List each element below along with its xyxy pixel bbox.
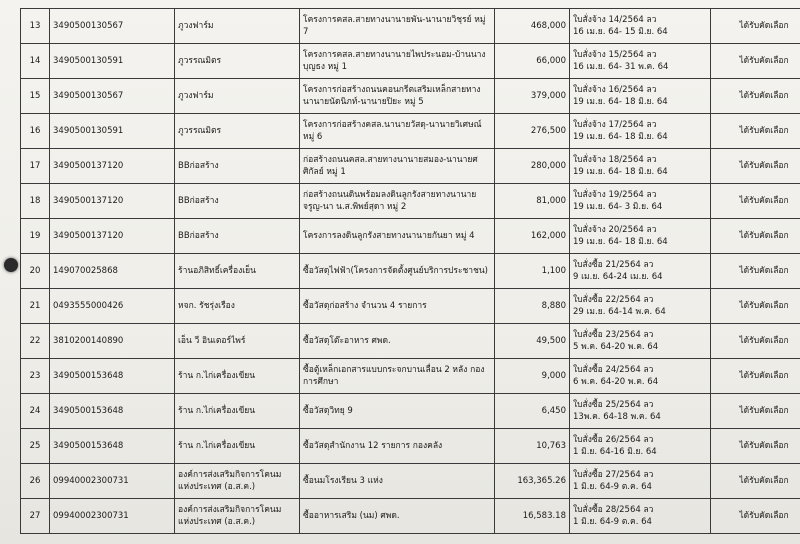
tax-id-cell: 3490500130591 [50, 114, 175, 149]
tax-id-cell: 09940002300731 [50, 464, 175, 499]
selection-result-cell: ได้รับคัดเลือก [711, 219, 800, 254]
table-row [21, 464, 800, 499]
order-period: 5 พ.ค. 64-20 พ.ค. 64 [573, 342, 659, 352]
table-row [21, 289, 800, 324]
order-reference-cell [570, 254, 711, 289]
order-period: 19 เม.ย. 64- 18 มิ.ย. 64 [573, 237, 668, 247]
table-row [21, 44, 800, 79]
selection-result-cell: ได้รับคัดเลือก [711, 184, 800, 219]
project-description-cell: โครงการคสล.สายทางนานายพัน-นานายวิชุรย์ หมู่ 7 [300, 9, 495, 44]
order-period: 1 มิ.ย. 64-16 มิ.ย. 64 [573, 447, 657, 457]
table-row [21, 219, 800, 254]
order-reference-cell [570, 464, 711, 499]
order-number: ใบสั่งซื้อ 22/2564 ลว [573, 295, 654, 305]
order-reference-cell [570, 394, 711, 429]
row-number-cell: 20 [21, 254, 50, 289]
vendor-name-cell: BBก่อสร้าง [175, 149, 300, 184]
project-description-cell: โครงการลงดินลูกรังสายทางนานายกันยา หมู่ 4 [300, 219, 495, 254]
project-description-cell: ซื้อวัสดุไฟฟ้า(โครงการจัดตั้งศูนย์บริการประชาชน) [300, 254, 495, 289]
vendor-name-cell: ร้านอภิสิทธิ์เครื่องเย็น [175, 254, 300, 289]
contract-amount-cell: 468,000 [495, 9, 570, 44]
selection-result-cell: ได้รับคัดเลือก [711, 79, 800, 114]
vendor-name-cell: BBก่อสร้าง [175, 184, 300, 219]
contract-amount-cell: 8,880 [495, 289, 570, 324]
row-number-cell: 18 [21, 184, 50, 219]
order-period: 19 เม.ย. 64- 18 มิ.ย. 64 [573, 97, 668, 107]
row-number-cell: 13 [21, 9, 50, 44]
selection-result-cell: ได้รับคัดเลือก [711, 394, 800, 429]
project-description-cell: ซื้อตู้เหล็กเอกสารแบบกระจกบานเลื่อน 2 หลัง กองการศึกษา [300, 359, 495, 394]
row-number-cell: 27 [21, 499, 50, 534]
contract-amount-cell: 10,763 [495, 429, 570, 464]
vendor-name-cell: ร้าน ก.ไก่เครื่องเขียน [175, 394, 300, 429]
project-description-cell: ซื้อนมโรงเรียน 3 แห่ง [300, 464, 495, 499]
tax-id-cell: 3490500137120 [50, 184, 175, 219]
vendor-name-cell: หจก. รัชรุ่งเรือง [175, 289, 300, 324]
row-number-cell: 17 [21, 149, 50, 184]
row-number-cell: 22 [21, 324, 50, 359]
selection-result-cell: ได้รับคัดเลือก [711, 149, 800, 184]
order-reference-cell [570, 184, 711, 219]
vendor-name-cell: เอ็น วี อินเตอร์ไพร์ [175, 324, 300, 359]
order-period: 29 เม.ย. 64-14 พ.ค. 64 [573, 307, 666, 317]
order-period: 19 เม.ย. 64- 3 มิ.ย. 64 [573, 202, 663, 212]
tax-id-cell: 3490500130567 [50, 9, 175, 44]
order-number: ใบสั่งซื้อ 24/2564 ลว [573, 365, 654, 375]
project-description-cell: ซื้อวัสดุก่อสร้าง จำนวน 4 รายการ [300, 289, 495, 324]
selection-result-cell: ได้รับคัดเลือก [711, 44, 800, 79]
selection-result-cell: ได้รับคัดเลือก [711, 254, 800, 289]
table-row [21, 114, 800, 149]
contract-amount-cell: 81,000 [495, 184, 570, 219]
contract-amount-cell: 162,000 [495, 219, 570, 254]
order-reference-cell [570, 79, 711, 114]
order-number: ใบสั่งจ้าง 17/2564 ลว [573, 120, 657, 130]
project-description-cell: โครงการคสล.สายทางนานายไพประนอม-บ้านนางบุญธง หมู่ 1 [300, 44, 495, 79]
row-number-cell: 24 [21, 394, 50, 429]
order-reference-cell [570, 324, 711, 359]
selection-result-cell: ได้รับคัดเลือก [711, 359, 800, 394]
tax-id-cell: 149070025868 [50, 254, 175, 289]
table-row [21, 254, 800, 289]
project-description-cell: โครงการก่อสร้างคสล.นานายวัสดุ-นานายวิเศษณ์ หมู่ 6 [300, 114, 495, 149]
order-period: 19 เม.ย. 64- 18 มิ.ย. 64 [573, 132, 668, 142]
selection-result-cell: ได้รับคัดเลือก [711, 9, 800, 44]
vendor-name-cell: องค์การส่งเสริมกิจการโคนมแห่งประเทศ (อ.ส.ค.) [175, 464, 300, 499]
selection-result-cell: ได้รับคัดเลือก [711, 429, 800, 464]
tax-id-cell: 3490500153648 [50, 359, 175, 394]
tax-id-cell: 3490500153648 [50, 394, 175, 429]
tax-id-cell: 3490500130591 [50, 44, 175, 79]
vendor-name-cell: ร้าน ก.ไก่เครื่องเขียน [175, 359, 300, 394]
order-number: ใบสั่งจ้าง 14/2564 ลว [573, 15, 657, 25]
order-number: ใบสั่งจ้าง 18/2564 ลว [573, 155, 657, 165]
vendor-name-cell: ร้าน ก.ไก่เครื่องเขียน [175, 429, 300, 464]
order-reference-cell [570, 359, 711, 394]
selection-result-cell: ได้รับคัดเลือก [711, 324, 800, 359]
order-reference-cell [570, 149, 711, 184]
table-row [21, 149, 800, 184]
table-row [21, 429, 800, 464]
contract-amount-cell: 6,450 [495, 394, 570, 429]
order-reference-cell [570, 289, 711, 324]
project-description-cell: ซื้อวัสดุโต๊ะอาหาร ศพด. [300, 324, 495, 359]
tax-id-cell: 0493555000426 [50, 289, 175, 324]
row-number-cell: 16 [21, 114, 50, 149]
order-number: ใบสั่งซื้อ 26/2564 ลว [573, 435, 654, 445]
order-number: ใบสั่งจ้าง 20/2564 ลว [573, 225, 657, 235]
order-number: ใบสั่งซื้อ 23/2564 ลว [573, 330, 654, 340]
procurement-table [20, 8, 800, 534]
tax-id-cell: 09940002300731 [50, 499, 175, 534]
contract-amount-cell: 16,583.18 [495, 499, 570, 534]
order-number: ใบสั่งจ้าง 16/2564 ลว [573, 85, 657, 95]
row-number-cell: 26 [21, 464, 50, 499]
table-row [21, 79, 800, 114]
contract-amount-cell: 1,100 [495, 254, 570, 289]
order-period: 16 เม.ย. 64- 31 พ.ค. 64 [573, 62, 669, 72]
selection-result-cell: ได้รับคัดเลือก [711, 499, 800, 534]
tax-id-cell: 3810200140890 [50, 324, 175, 359]
selection-result-cell: ได้รับคัดเลือก [711, 289, 800, 324]
table-row [21, 359, 800, 394]
table-row [21, 499, 800, 534]
order-number: ใบสั่งซื้อ 21/2564 ลว [573, 260, 654, 270]
vendor-name-cell: BBก่อสร้าง [175, 219, 300, 254]
table-row [21, 324, 800, 359]
order-period: 1 มิ.ย. 64-9 ต.ค. 64 [573, 482, 652, 492]
order-number: ใบสั่งซื้อ 25/2564 ลว [573, 400, 654, 410]
tax-id-cell: 3490500153648 [50, 429, 175, 464]
tax-id-cell: 3490500130567 [50, 79, 175, 114]
project-description-cell: ก่อสร้างถนนดินพร้อมลงดินลูกรังสายทางนานายจรูญ-นา น.ส.พิพย์สุดา หมู่ 2 [300, 184, 495, 219]
project-description-cell: ก่อสร้างถนนคสล.สายทางนานายสมอง-นานายศศิกัลย์ หมู่ 1 [300, 149, 495, 184]
project-description-cell: ซื้ออาหารเสริม (นม) ศพด. [300, 499, 495, 534]
row-number-cell: 19 [21, 219, 50, 254]
table-row [21, 394, 800, 429]
order-period: 13พ.ค. 64-18 พ.ค. 64 [573, 412, 661, 422]
row-number-cell: 15 [21, 79, 50, 114]
vendor-name-cell: ภูวรรณมิตร [175, 44, 300, 79]
project-description-cell: โครงการก่อสร้างถนนคอนกรีตเสริมเหล็กสายทางนานายนัดนิภท์-นานายปิยะ หมู่ 5 [300, 79, 495, 114]
order-reference-cell [570, 44, 711, 79]
tax-id-cell: 3490500137120 [50, 149, 175, 184]
order-period: 16 เม.ย. 64- 15 มิ.ย. 64 [573, 27, 668, 37]
contract-amount-cell: 163,365.26 [495, 464, 570, 499]
row-number-cell: 25 [21, 429, 50, 464]
row-number-cell: 14 [21, 44, 50, 79]
vendor-name-cell: ภูวงฟาร์ม [175, 9, 300, 44]
project-description-cell: ซื้อวัสดุสำนักงาน 12 รายการ กองคลัง [300, 429, 495, 464]
order-reference-cell [570, 219, 711, 254]
order-period: 19 เม.ย. 64- 18 มิ.ย. 64 [573, 167, 668, 177]
order-period: 6 พ.ค. 64-20 พ.ค. 64 [573, 377, 659, 387]
punch-hole [4, 258, 18, 272]
contract-amount-cell: 9,000 [495, 359, 570, 394]
order-number: ใบสั่งซื้อ 27/2564 ลว [573, 470, 654, 480]
table-row [21, 9, 800, 44]
order-number: ใบสั่งจ้าง 15/2564 ลว [573, 50, 657, 60]
contract-amount-cell: 49,500 [495, 324, 570, 359]
selection-result-cell: ได้รับคัดเลือก [711, 464, 800, 499]
order-reference-cell [570, 429, 711, 464]
table-body [21, 9, 800, 534]
contract-amount-cell: 280,000 [495, 149, 570, 184]
order-period: 9 เม.ย. 64-24 เม.ย. 64 [573, 272, 663, 282]
order-reference-cell [570, 9, 711, 44]
project-description-cell: ซื้อวัสดุวิทยุ 9 [300, 394, 495, 429]
order-number: ใบสั่งซื้อ 28/2564 ลว [573, 505, 654, 515]
table-row [21, 184, 800, 219]
order-number: ใบสั่งจ้าง 19/2564 ลว [573, 190, 657, 200]
contract-amount-cell: 379,000 [495, 79, 570, 114]
order-reference-cell [570, 114, 711, 149]
vendor-name-cell: องค์การส่งเสริมกิจการโคนมแห่งประเทศ (อ.ส.ค.) [175, 499, 300, 534]
vendor-name-cell: ภูวรรณมิตร [175, 114, 300, 149]
order-reference-cell [570, 499, 711, 534]
contract-amount-cell: 276,500 [495, 114, 570, 149]
selection-result-cell: ได้รับคัดเลือก [711, 114, 800, 149]
row-number-cell: 23 [21, 359, 50, 394]
tax-id-cell: 3490500137120 [50, 219, 175, 254]
order-period: 1 มิ.ย. 64-9 ต.ค. 64 [573, 517, 652, 527]
vendor-name-cell: ภูวงฟาร์ม [175, 79, 300, 114]
contract-amount-cell: 66,000 [495, 44, 570, 79]
row-number-cell: 21 [21, 289, 50, 324]
